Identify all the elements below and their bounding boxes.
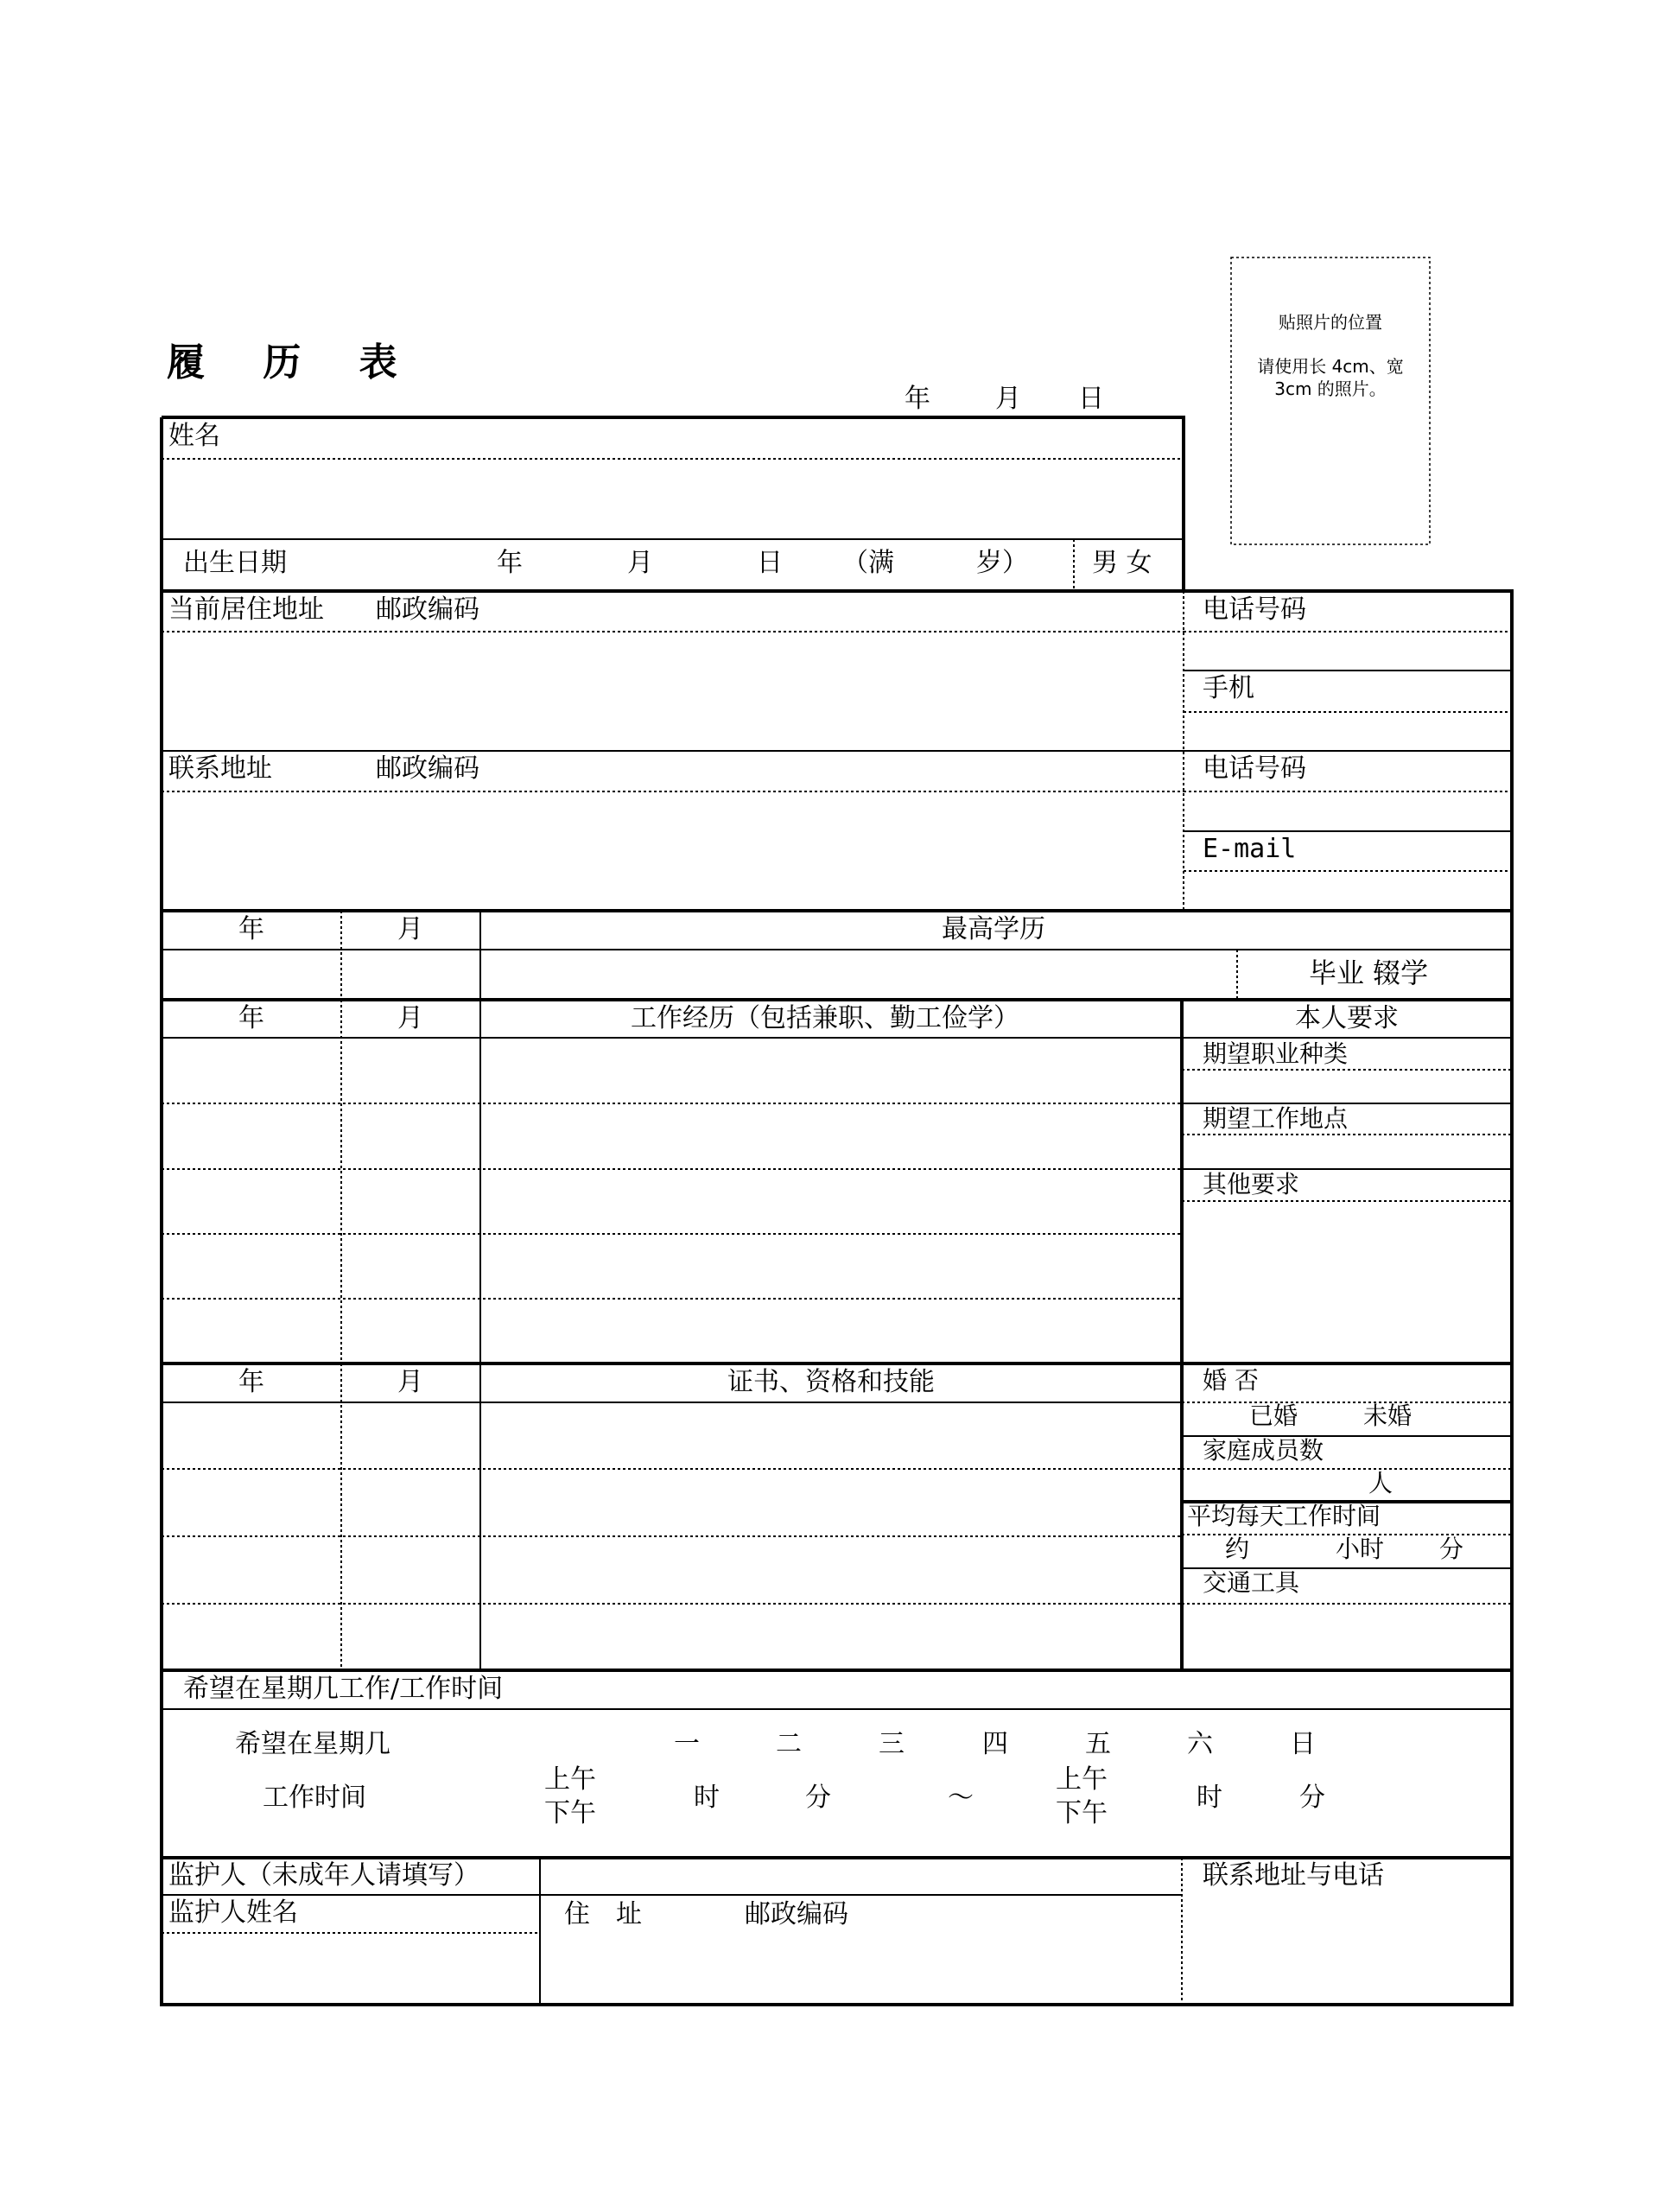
page-title: 履 历 表 <box>167 340 420 385</box>
end-minute-unit: 分 <box>1299 1783 1325 1813</box>
other-requirements-label: 其他要求 <box>1203 1170 1300 1198</box>
transport-label: 交通工具 <box>1203 1568 1300 1597</box>
desired-job-type-label: 期望职业种类 <box>1203 1039 1349 1068</box>
guardian-contact-label: 联系地址与电话 <box>1203 1860 1384 1891</box>
family-members-unit: 人 <box>1368 1469 1393 1497</box>
birth-day-label: 日 <box>757 548 783 578</box>
time-range-tilde: ～ <box>948 1783 974 1813</box>
work-year-header: 年 <box>238 1003 264 1033</box>
work-hours-about: 约 <box>1225 1535 1250 1563</box>
start-hour-unit: 时 <box>694 1783 720 1813</box>
married-option[interactable]: 已婚 <box>1249 1402 1298 1430</box>
mobile-field[interactable] <box>1185 714 1510 750</box>
education-heading: 最高学历 <box>942 914 1045 944</box>
age-close-label: 岁） <box>976 548 1028 578</box>
end-am-option[interactable]: 上午 <box>1056 1764 1108 1795</box>
day-tue[interactable]: 二 <box>776 1729 802 1759</box>
photo-box-instruction-2: 3cm 的照片。 <box>1274 378 1387 399</box>
start-minute-unit: 分 <box>805 1783 831 1813</box>
work-hours-label: 平均每天工作时间 <box>1187 1502 1381 1530</box>
work-hours-minutes-unit: 分 <box>1439 1535 1464 1563</box>
cert-year-header: 年 <box>238 1367 264 1397</box>
day-fri[interactable]: 五 <box>1085 1729 1111 1759</box>
name-field[interactable] <box>164 461 1182 537</box>
birth-date-label: 出生日期 <box>183 548 287 578</box>
weekday-label: 希望在星期几 <box>235 1729 390 1759</box>
guardian-heading: 监护人（未成年人请填写） <box>168 1860 479 1891</box>
photo-box-instruction: 请使用长 4cm、宽 <box>1257 356 1404 377</box>
cert-month-header: 月 <box>397 1367 423 1397</box>
education-year-header: 年 <box>238 914 264 944</box>
certificates-heading: 证书、资格和技能 <box>727 1367 935 1397</box>
date-year-label: 年 <box>905 384 930 414</box>
requirements-heading: 本人要求 <box>1295 1003 1399 1033</box>
age-open-label: （满 <box>842 548 894 578</box>
guardian-contact-field[interactable] <box>1185 1897 1510 2003</box>
phone-field[interactable] <box>1185 633 1510 670</box>
marital-status-label: 婚 否 <box>1203 1366 1259 1395</box>
work-history-heading: 工作经历（包括兼职、勤工俭学） <box>631 1003 1019 1033</box>
family-members-label: 家庭成员数 <box>1203 1436 1324 1465</box>
graduation-status-options[interactable]: 毕业 辍学 <box>1309 957 1429 989</box>
current-address-label: 当前居住地址 <box>168 594 324 625</box>
current-address-field[interactable] <box>164 634 1182 749</box>
work-hours-hours-unit: 小时 <box>1336 1535 1385 1563</box>
end-pm-option[interactable]: 下午 <box>1056 1798 1108 1828</box>
guardian-name-label: 监护人姓名 <box>168 1897 298 1928</box>
education-month-header: 月 <box>397 914 423 944</box>
start-pm-option[interactable]: 下午 <box>544 1798 596 1828</box>
current-postal-code-label: 邮政编码 <box>376 594 479 625</box>
birth-year-label: 年 <box>497 548 523 578</box>
phone-field-2[interactable] <box>1185 793 1510 830</box>
desired-work-location-label: 期望工作地点 <box>1203 1104 1349 1133</box>
schedule-heading: 希望在星期几工作/工作时间 <box>183 1674 504 1704</box>
day-mon[interactable]: 一 <box>674 1729 700 1759</box>
guardian-address-label: 住 址 <box>564 1899 642 1929</box>
contact-postal-code-label: 邮政编码 <box>376 753 479 784</box>
day-wed[interactable]: 三 <box>879 1729 905 1759</box>
phone-label: 电话号码 <box>1203 594 1306 625</box>
unmarried-option[interactable]: 未婚 <box>1363 1402 1413 1430</box>
day-sat[interactable]: 六 <box>1187 1729 1213 1759</box>
date-month-label: 月 <box>995 384 1021 414</box>
photo-box-title: 贴照片的位置 <box>1279 312 1382 333</box>
birth-month-label: 月 <box>627 548 653 578</box>
end-hour-unit: 时 <box>1197 1783 1222 1813</box>
phone-label-2: 电话号码 <box>1203 753 1306 784</box>
date-day-label: 日 <box>1078 384 1104 414</box>
guardian-postal-code-label: 邮政编码 <box>745 1899 848 1929</box>
education-field[interactable] <box>484 951 1235 998</box>
gender-options[interactable]: 男 女 <box>1092 548 1152 578</box>
day-sun[interactable]: 日 <box>1290 1729 1316 1759</box>
contact-address-label: 联系地址 <box>168 753 272 784</box>
guardian-address-field[interactable] <box>543 1936 1180 2003</box>
mobile-label: 手机 <box>1203 673 1254 703</box>
work-time-label: 工作时间 <box>263 1783 366 1813</box>
email-label: E-mail <box>1203 834 1297 864</box>
guardian-name-field[interactable] <box>164 1936 537 2003</box>
name-label: 姓名 <box>168 421 220 451</box>
start-am-option[interactable]: 上午 <box>544 1764 596 1795</box>
day-thu[interactable]: 四 <box>982 1729 1008 1759</box>
contact-address-field[interactable] <box>164 793 1182 909</box>
work-month-header: 月 <box>397 1003 423 1033</box>
email-field[interactable] <box>1185 873 1510 909</box>
